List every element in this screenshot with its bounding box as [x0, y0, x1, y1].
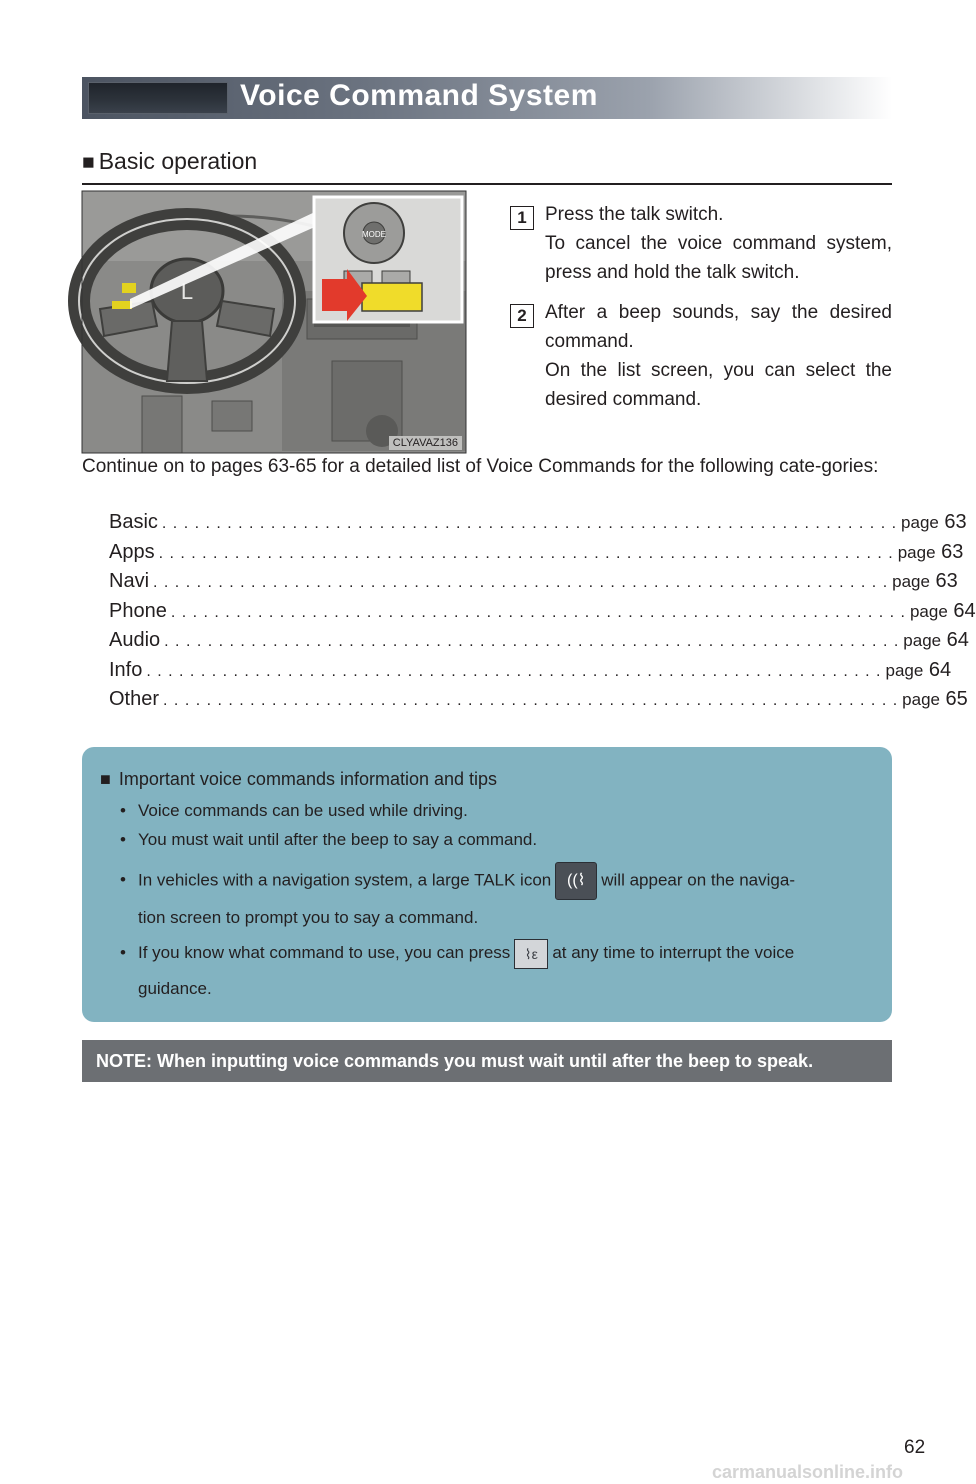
bullet-dot: •	[120, 870, 126, 889]
toc-leader-dots: . . . . . . . . . . . . . . . . . . . . . . . . . . . . . . . . . . . . . . . . . . . . . . . . . . . . . . . . . . . . . . . . . . . .	[170, 603, 906, 621]
tip-text-continued: guidance.	[138, 979, 212, 998]
talk-icon: ((⌇	[555, 862, 597, 900]
toc-row-navi[interactable]	[109, 570, 958, 600]
toc-label: Navi	[109, 570, 150, 592]
step-text-line: Press the talk switch.	[545, 204, 724, 225]
toc-label: Audio	[109, 629, 161, 651]
toc-page-ref: page 64	[909, 599, 976, 622]
toc-leader-dots: . . . . . . . . . . . . . . . . . . . . . . . . . . . . . . . . . . . . . . . . . . . . . . . . . . . . . . . . . . . . . . . . . . . .	[146, 662, 882, 680]
title-bar	[82, 77, 892, 119]
svg-text:L: L	[180, 279, 194, 304]
page-number: 62	[904, 1437, 926, 1458]
title-tab-decoration	[88, 82, 228, 114]
toc-page-ref: page 64	[885, 658, 952, 681]
toc-label: Info	[109, 658, 143, 681]
section-heading	[82, 148, 257, 175]
toc-page-ref: page 64	[903, 629, 969, 651]
steering-wheel-illustration	[82, 191, 466, 453]
section-heading-text: Basic operation	[98, 148, 258, 174]
section-marker: ■	[82, 151, 95, 174]
toc-leader-dots: . . . . . . . . . . . . . . . . . . . . . . . . . . . . . . . . . . . . . . . . . . . . . . . . . . . . . . . . . . . . . . . . . . . .	[161, 515, 898, 532]
toc-label: Apps	[109, 540, 155, 563]
info-box-heading	[100, 769, 497, 790]
step-text-line: To cancel the voice command system,	[545, 233, 892, 254]
toc-label: Basic	[109, 511, 158, 533]
page-title: Voice Command System	[240, 79, 598, 112]
section-marker: ■	[100, 769, 111, 789]
toc-page-ref: page 63	[892, 570, 958, 592]
step-2	[510, 298, 892, 414]
step-1	[510, 200, 892, 287]
step-text-line: On the list screen, you can select the	[545, 360, 892, 381]
illustration-code: CLYAVAZ136	[389, 436, 462, 450]
tip-text-continued: tion screen to prompt you to say a command.	[138, 908, 479, 927]
toc-leader-dots: . . . . . . . . . . . . . . . . . . . . . . . . . . . . . . . . . . . . . . . . . . . . . . . . . . . . . . . . . . . . . . . . . . . .	[158, 544, 894, 562]
tip-bullet	[120, 862, 872, 936]
steering-wheel-drawing	[82, 191, 466, 453]
toc-row-basic[interactable]	[109, 511, 967, 541]
tip-bullet	[120, 822, 872, 858]
toc-label: Other	[109, 688, 160, 710]
step-number-badge: 2	[510, 304, 534, 328]
toc-leader-dots: . . . . . . . . . . . . . . . . . . . . . . . . . . . . . . . . . . . . . . . . . . . . . . . . . . . . . . . . . . . . . . . . . . . .	[164, 633, 900, 650]
step-text-line: desired command.	[545, 389, 702, 410]
toc-row-phone[interactable]	[109, 599, 976, 630]
toc-row-apps[interactable]	[109, 540, 964, 571]
category-index	[109, 511, 976, 718]
continue-paragraph: Continue on to pages 63-65 for a detailed list of Voice Commands for the following cate-gories:	[82, 456, 879, 477]
toc-page-ref: page 63	[901, 511, 967, 533]
step-text-line: After a beep sounds, say the desired	[545, 302, 892, 323]
bullet-dot: •	[120, 943, 126, 962]
tip-text: In vehicles with a navigation system, a large TALK icon ((⌇ will appear on the naviga-	[138, 862, 872, 900]
voice-command-button-icon: ⌇ε	[514, 939, 548, 969]
toc-label: Phone	[109, 599, 167, 622]
toc-leader-dots: . . . . . . . . . . . . . . . . . . . . . . . . . . . . . . . . . . . . . . . . . . . . . . . . . . . . . . . . . . . . . . . . . . . .	[163, 692, 899, 709]
tip-text: Voice commands can be used while driving.	[138, 801, 468, 820]
tip-text: You must wait until after the beep to say a command.	[138, 830, 538, 849]
note-bar: NOTE: When inputting voice commands you must wait until after the beep to speak.	[82, 1040, 892, 1082]
toc-page-ref: page 65	[902, 688, 968, 710]
step-text-line: command.	[545, 331, 634, 352]
svg-text:MODE: MODE	[362, 230, 386, 239]
tip-bullet	[120, 935, 872, 1007]
bullet-dot: •	[120, 830, 126, 849]
toc-row-info[interactable]	[109, 658, 952, 689]
toc-row-other[interactable]	[109, 688, 968, 718]
step-text-line: press and hold the talk switch.	[545, 262, 800, 283]
toc-leader-dots: . . . . . . . . . . . . . . . . . . . . . . . . . . . . . . . . . . . . . . . . . . . . . . . . . . . . . . . . . . . . . . . . . . . .	[153, 574, 889, 591]
step-number-badge: 1	[510, 206, 534, 230]
watermark-text: carmanualsonline.info	[712, 1462, 904, 1482]
section-divider	[82, 183, 892, 185]
tips-info-box	[82, 747, 892, 1022]
toc-page-ref: page 63	[897, 540, 964, 563]
tip-text: If you know what command to use, you can press ⌇ε at any time to interrupt the voice	[138, 935, 872, 971]
bullet-dot: •	[120, 801, 126, 820]
toc-row-audio[interactable]	[109, 629, 969, 659]
info-box-heading-text: Important voice commands information and tips	[118, 769, 498, 789]
